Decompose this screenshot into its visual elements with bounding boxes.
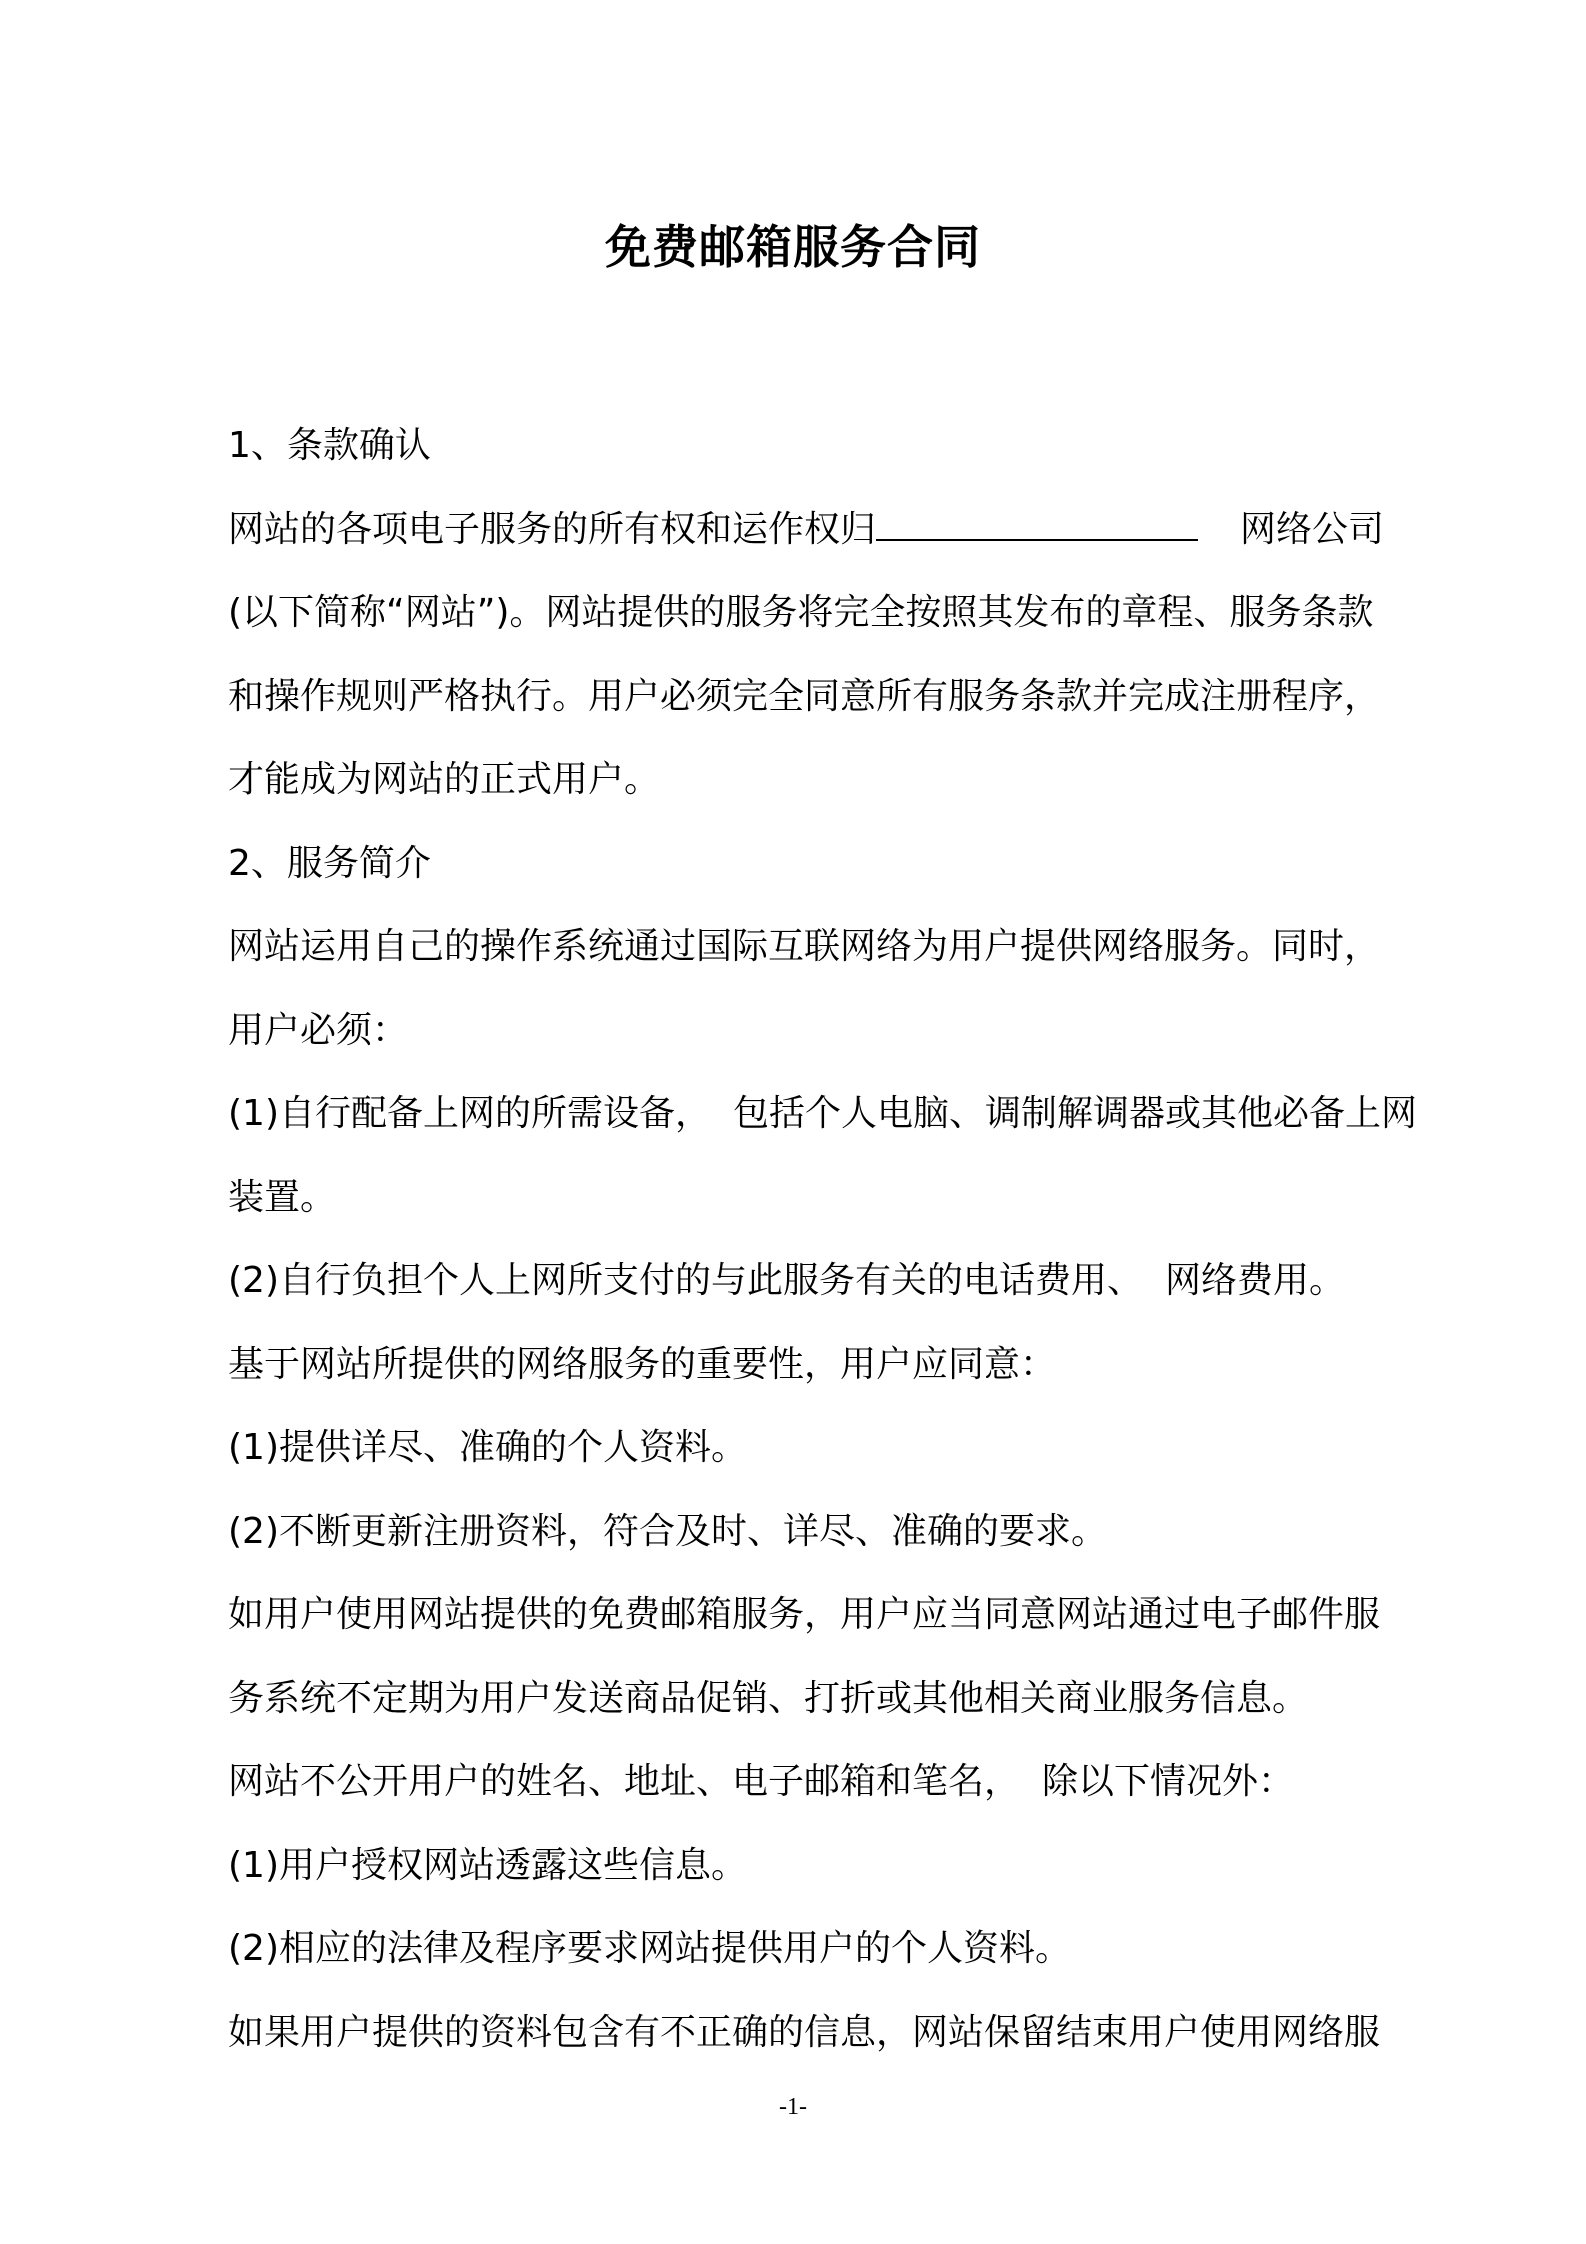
paragraph-line: (1)用户授权网站透露这些信息。: [228, 1844, 747, 1886]
paragraph-line: (2)不断更新注册资料，符合及时、详尽、准确的要求。: [228, 1510, 1107, 1552]
paragraph-line: 务系统不定期为用户发送商品促销、打折或其他相关商业服务信息。: [228, 1677, 1309, 1719]
section-heading-terms: 1、条款确认: [228, 425, 431, 466]
document-body: [228, 404, 1458, 2074]
text-span: 网站不公开用户的姓名、地址、电子邮箱和笔名，: [228, 1761, 1021, 1802]
paragraph-line: [228, 1239, 1458, 1323]
text-span: 网络公司: [1240, 508, 1385, 550]
text-span: 网络费用。: [1165, 1260, 1346, 1301]
paragraph-line: 如果用户提供的资料包含有不正确的信息，网站保留结束用户使用网络服: [228, 2011, 1381, 2053]
text-span: (1)自行配备上网的所需设备，: [228, 1093, 711, 1134]
paragraph-line: 网站运用自己的操作系统通过国际互联网络为用户提供网络服务。同时，: [228, 926, 1381, 967]
paragraph-line: 和操作规则严格执行。用户必须完全同意所有服务条款并完成注册程序，: [228, 675, 1381, 717]
paragraph-line: (以下简称“网站”)。网站提供的服务将完全按照其发布的章程、服务条款: [228, 592, 1374, 633]
text-span: 包括个人电脑、调制解调器或其他必备上网: [733, 1093, 1418, 1134]
paragraph-line: 用户必须：: [228, 1009, 409, 1051]
paragraph-line: [228, 1072, 1458, 1156]
document-title: 免费邮箱服务合同: [605, 220, 981, 274]
paragraph-line: (2)相应的法律及程序要求网站提供用户的个人资料。: [228, 1928, 1071, 1969]
paragraph-line: 如用户使用网站提供的免费邮箱服务，用户应当同意网站通过电子邮件服: [228, 1594, 1381, 1635]
section-heading-service: 2、服务简介: [228, 842, 431, 884]
paragraph-line: 装置。: [228, 1176, 337, 1218]
text-span: 网站的各项电子服务的所有权和运作权归: [228, 508, 877, 550]
text-span: (2)自行负担个人上网所支付的与此服务有关的电话费用、: [228, 1260, 1143, 1301]
paragraph-line: [228, 488, 1458, 572]
paragraph-line: 基于网站所提供的网络服务的重要性，用户应同意：: [228, 1343, 1057, 1385]
paragraph-line: 才能成为网站的正式用户。: [228, 759, 661, 800]
paragraph-line: [228, 1740, 1458, 1824]
fill-in-blank: [876, 509, 1198, 541]
text-span: 除以下情况外：: [1042, 1761, 1295, 1802]
page-number: -1-: [779, 2094, 807, 2120]
paragraph-line: (1)提供详尽、准确的个人资料。: [228, 1427, 747, 1468]
